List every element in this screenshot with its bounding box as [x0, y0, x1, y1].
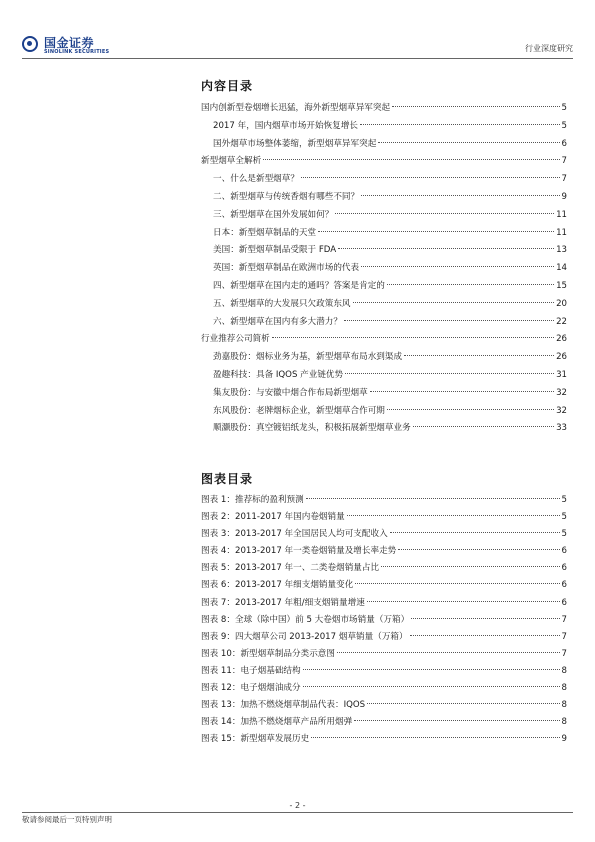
toc-entry[interactable]	[201, 420, 567, 438]
toc-entry-page: 32	[556, 405, 567, 416]
figure-entry[interactable]	[201, 663, 567, 680]
dot-leader	[335, 213, 554, 214]
dot-leader	[306, 498, 560, 499]
dot-leader	[367, 703, 559, 704]
logo-english-name: SINOLINK SECURITIES	[44, 49, 110, 55]
figure-entry[interactable]	[201, 560, 567, 577]
toc-entry-page: 22	[556, 316, 567, 327]
dot-leader	[353, 302, 555, 303]
toc-entry-text: 国外烟草市场整体萎缩，新型烟草异军突起	[213, 138, 377, 149]
figure-entry[interactable]	[201, 714, 567, 731]
toc-entry-text: 英国：新型烟草制品在欧洲市场的代表	[213, 263, 360, 274]
toc-entry[interactable]	[201, 314, 567, 332]
toc-entry-page: 7	[561, 156, 567, 167]
dot-leader	[354, 720, 559, 721]
toc-entry[interactable]	[201, 403, 567, 421]
figure-entry-text: 图表 7：2013-2017 年粗/细支烟销量增速	[201, 597, 365, 608]
toc-entry[interactable]	[201, 385, 567, 403]
toc-entry-text: 二、新型烟草与传统香烟有哪些不同？	[213, 191, 360, 202]
toc-entry-text: 集友股份：与安徽中烟合作布局新型烟草	[213, 387, 368, 398]
figure-entry-page: 9	[561, 734, 567, 745]
toc-entry-text: 行业推荐公司简析	[201, 334, 270, 345]
figure-entry-page: 5	[561, 495, 567, 505]
toc-entry-page: 11	[556, 209, 567, 220]
toc-entry-page: 26	[556, 334, 567, 345]
figure-entry-text: 图表 14：加热不燃烧烟草产品所用烟弹	[201, 717, 353, 728]
toc-entry-text: 顺灏股份：真空镀铝纸龙头，积极拓展新型烟草业务	[213, 423, 411, 434]
dot-leader	[390, 532, 560, 533]
page-header	[0, 0, 595, 62]
figure-entry-page: 7	[561, 648, 567, 659]
logo-mark-icon	[22, 36, 38, 52]
toc-entry-text: 美国：新型烟草制品受限于 FDA	[213, 245, 337, 256]
toc-entry-page: 33	[556, 423, 567, 434]
figure-entry-text: 图表 4：2013-2017 年一类卷烟销量及增长率走势	[201, 546, 397, 557]
figure-entry-text: 图表 2：2011-2017 年国内卷烟销量	[201, 512, 345, 523]
figure-entry-page: 8	[561, 683, 567, 694]
toc-entry-page: 13	[556, 245, 567, 256]
toc-entry-page: 11	[556, 227, 567, 238]
toc-entry-text: 一、什么是新型烟草？	[213, 174, 299, 185]
figure-entry-page: 6	[561, 580, 567, 591]
figure-entry[interactable]	[201, 612, 567, 629]
dot-leader	[338, 248, 554, 249]
toc-entry[interactable]	[201, 367, 567, 385]
toc-entry-page: 20	[556, 298, 567, 309]
toc-entry[interactable]	[201, 278, 567, 296]
figure-entry[interactable]	[201, 543, 567, 560]
figure-entry[interactable]	[201, 526, 567, 543]
figure-entry[interactable]	[201, 492, 567, 509]
toc-entry-page: 5	[561, 103, 567, 113]
dot-leader	[263, 159, 559, 160]
toc-entry-text: 劲嘉股份：烟标业务为基，新型烟草布局水到渠成	[213, 352, 403, 363]
dot-leader	[367, 601, 560, 602]
toc-entry[interactable]	[201, 349, 567, 367]
toc-entry-text: 日本：新型烟草制品的天堂	[213, 227, 317, 238]
toc-entry-page: 32	[556, 387, 567, 398]
figure-entry-page: 5	[561, 512, 567, 523]
figure-entry-page: 6	[561, 546, 567, 557]
figure-entry[interactable]	[201, 577, 567, 594]
figure-entry[interactable]	[201, 731, 567, 748]
dot-leader	[303, 669, 560, 670]
figure-entry-text: 图表 8：全球（除中国）前 5 大卷烟市场销量（万箱）	[201, 614, 410, 625]
footer-divider	[22, 812, 573, 813]
figure-entry-page: 5	[561, 529, 567, 540]
toc-entry[interactable]	[201, 189, 567, 207]
dot-leader	[404, 355, 554, 356]
figure-entry-text: 图表 10：新型烟草制品分类示意图	[201, 648, 335, 659]
dot-leader	[398, 549, 559, 550]
figure-entry[interactable]	[201, 697, 567, 714]
dot-leader	[272, 337, 554, 338]
dot-leader	[410, 635, 560, 636]
dot-leader	[337, 652, 560, 653]
dot-leader	[413, 426, 554, 427]
toc-entry-text: 2017 年，国内烟草市场开始恢复增长	[213, 120, 358, 131]
figure-entry[interactable]	[201, 595, 567, 612]
dot-leader	[370, 391, 554, 392]
figure-entry-text: 图表 1：推荐标的盈利预测	[201, 495, 304, 505]
dot-leader	[361, 266, 554, 267]
toc-entry-text: 四、新型烟草在国内走的通吗？答案是肯定的	[213, 280, 385, 291]
toc-entry[interactable]	[201, 225, 567, 243]
footer-disclaimer: 敬请参阅最后一页特别声明	[22, 815, 112, 824]
toc-entry-page: 31	[556, 369, 567, 380]
toc-entry-page: 26	[556, 352, 567, 363]
figure-entry[interactable]	[201, 509, 567, 526]
page-number: - 2 -	[289, 801, 306, 810]
dot-leader	[361, 195, 559, 196]
dot-leader	[347, 515, 560, 516]
figure-entry-text: 图表 3：2013-2017 年全国居民人均可支配收入	[201, 529, 388, 540]
toc-entry-text: 五、新型烟草的大发展只欠政策东风	[213, 298, 351, 309]
toc-entry[interactable]	[201, 118, 567, 136]
toc-entry[interactable]	[201, 296, 567, 314]
figure-entry-page: 7	[561, 614, 567, 625]
figure-entry-text: 图表 11：电子烟基础结构	[201, 665, 301, 676]
figure-entry-page: 6	[561, 597, 567, 608]
figure-entry[interactable]	[201, 646, 567, 663]
figure-entry-text: 图表 9：四大烟草公司 2013-2017 烟草销量（万箱）	[201, 631, 408, 642]
toc-entry-text: 六、新型烟草在国内有多大潜力？	[213, 316, 342, 327]
toc-entry[interactable]	[201, 100, 567, 118]
toc-entry[interactable]	[201, 171, 567, 189]
toc-entry[interactable]	[201, 260, 567, 278]
toc-entry-page: 14	[556, 263, 567, 274]
figure-entry[interactable]	[201, 680, 567, 697]
dot-leader	[381, 566, 559, 567]
logo-chinese-name: 国金证券	[44, 36, 95, 50]
figure-entry-page: 8	[561, 700, 567, 711]
toc-entry-text: 盈趣科技：具备 IQOS 产业链优势	[213, 369, 344, 380]
figure-entry[interactable]	[201, 629, 567, 646]
toc-entry-page: 9	[561, 191, 567, 202]
toc-title: 内容目录	[201, 79, 254, 93]
header-divider	[22, 58, 573, 59]
document-type: 行业深度研究	[525, 44, 573, 53]
company-logo	[22, 34, 132, 58]
toc-entry[interactable]	[201, 207, 567, 225]
toc-entry-page: 7	[561, 174, 567, 185]
dot-leader	[387, 284, 554, 285]
toc-entry-page: 5	[561, 120, 567, 131]
dot-leader	[303, 686, 560, 687]
dot-leader	[345, 373, 554, 374]
toc-entry-text: 国内创新型卷烟增长迅猛，海外新型烟草异军突起	[201, 103, 391, 113]
figures-title: 图表目录	[201, 472, 254, 486]
figure-entry-text: 图表 5：2013-2017 年一、二类卷烟销量占比	[201, 563, 380, 574]
toc-entry[interactable]	[201, 153, 567, 171]
figure-entry-text: 图表 15：新型烟草发展历史	[201, 734, 310, 745]
dot-leader	[411, 618, 559, 619]
toc-entry-text: 三、新型烟草在国外发展如何？	[213, 209, 334, 220]
dot-leader	[344, 320, 554, 321]
figures-list	[201, 492, 567, 748]
dot-leader	[387, 409, 554, 410]
toc-entry[interactable]	[201, 136, 567, 154]
toc-entry-page: 15	[556, 280, 567, 291]
toc-entry-text: 东风股份：老牌烟标企业，新型烟草合作可期	[213, 405, 385, 416]
dot-leader	[378, 142, 559, 143]
figure-entry-page: 6	[561, 563, 567, 574]
dot-leader	[392, 106, 559, 107]
toc-entry[interactable]	[201, 331, 567, 349]
figure-entry-text: 图表 6：2013-2017 年细支烟销量变化	[201, 580, 354, 591]
toc-entry[interactable]	[201, 242, 567, 260]
dot-leader	[360, 124, 560, 125]
figure-entry-page: 7	[561, 631, 567, 642]
toc-entry-page: 6	[561, 138, 567, 149]
toc-list	[201, 100, 567, 438]
toc-entry-text: 新型烟草全解析	[201, 156, 262, 167]
dot-leader	[318, 231, 554, 232]
dot-leader	[311, 737, 559, 738]
dot-leader	[355, 583, 559, 584]
figure-entry-page: 8	[561, 717, 567, 728]
figure-entry-text: 图表 13：加热不燃烧烟草制品代表：IQOS	[201, 700, 366, 711]
dot-leader	[301, 177, 560, 178]
figure-entry-text: 图表 12：电子烟烟油成分	[201, 683, 301, 694]
figure-entry-page: 8	[561, 665, 567, 676]
